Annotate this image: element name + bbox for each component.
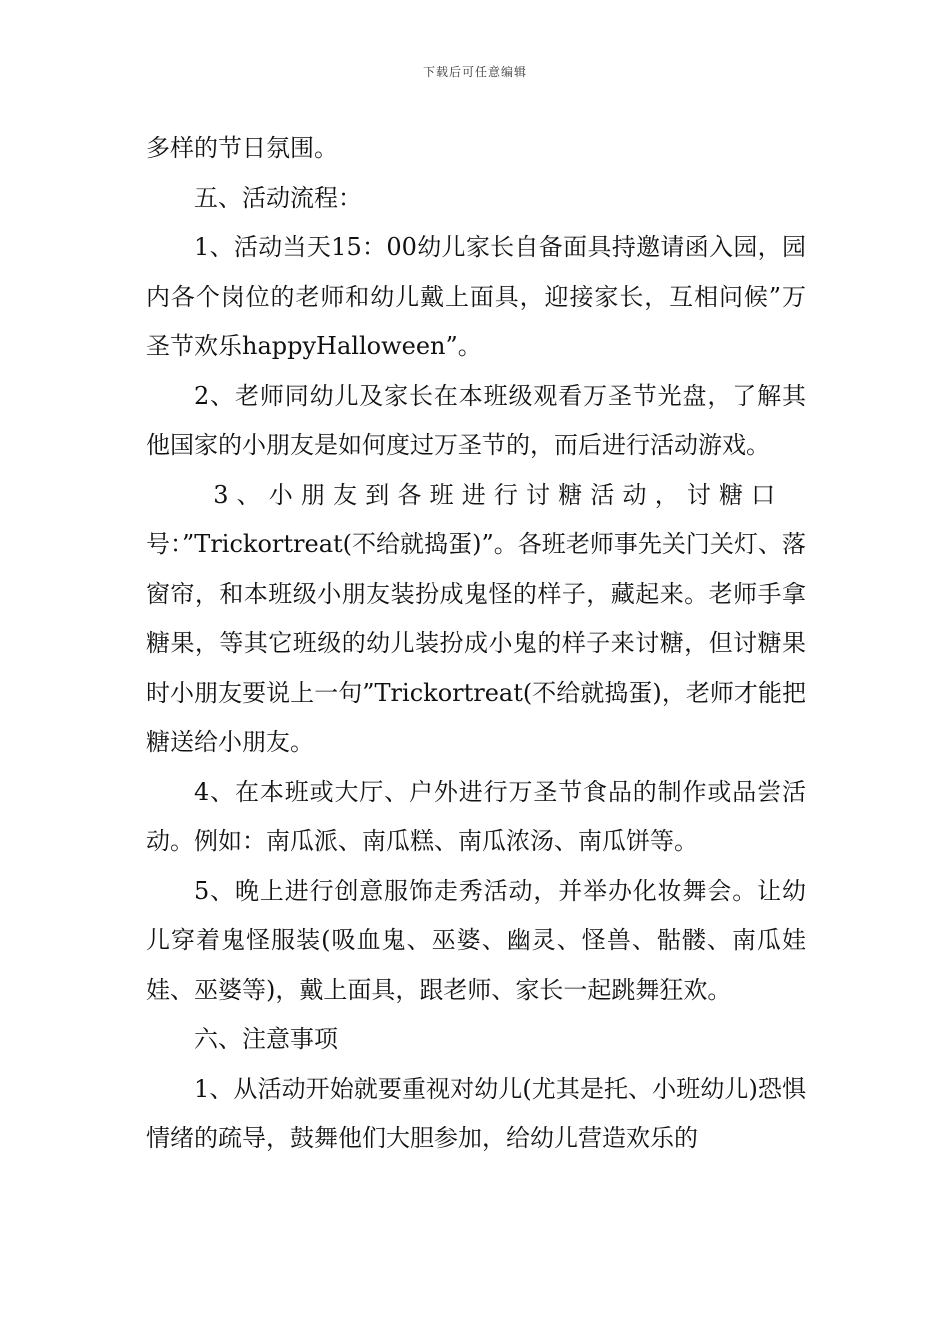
document-body xyxy=(146,124,806,1164)
paragraph-step-3-rest: 号：”Trickortreat(不给就捣蛋)”。各班老师事先关门关灯、落窗帘，和本班级小朋友装扮成鬼怪的样子，藏起来。老师手拿糖果，等其它班级的幼儿装扮成小鬼的样子来讨糖，但讨糖果时小朋友要说上一句”Trickortreat(不给就捣蛋)，老师才能把糖送给小朋友。 xyxy=(146,530,806,756)
paragraph-step-4: 4、在本班或大厅、户外进行万圣节食品的制作或品尝活动。例如：南瓜派、南瓜糕、南瓜浓汤、南瓜饼等。 xyxy=(146,777,806,855)
paragraph-continuation: 多样的节日氛围。 xyxy=(146,134,338,162)
section-heading-process: 五、活动流程： xyxy=(194,183,362,212)
paragraph-note-1: 1、从活动开始就要重视对幼儿(尤其是托、小班幼儿)恐惧情绪的疏导，鼓舞他们大胆参加，给幼儿营造欢乐的 xyxy=(146,1074,806,1152)
paragraph-step-5: 5、晚上进行创意服饰走秀活动，并举办化妆舞会。让幼儿穿着鬼怪服装(吸血鬼、巫婆、幽灵、怪兽、骷髅、南瓜娃娃、巫婆等)，戴上面具，跟老师、家长一起跳舞狂欢。 xyxy=(146,876,806,1004)
paragraph-step-3-first-line: 3、小朋友到各班进行讨糖活动，讨糖口 xyxy=(213,480,784,509)
paragraph-step-1: 1、活动当天15：00幼儿家长自备面具持邀请函入园，园内各个岗位的老师和幼儿戴上面具，迎接家长，互相问候”万圣节欢乐happyHalloween”。 xyxy=(146,233,806,360)
section-heading-notes: 六、注意事项 xyxy=(194,1025,338,1053)
page-header: 下载后可任意编辑 xyxy=(422,65,527,79)
paragraph-step-2: 2、老师同幼儿及家长在本班级观看万圣节光盘，了解其他国家的小朋友是如何度过万圣节的，而后进行活动游戏。 xyxy=(146,381,806,459)
paragraph-step-3 xyxy=(146,471,806,768)
